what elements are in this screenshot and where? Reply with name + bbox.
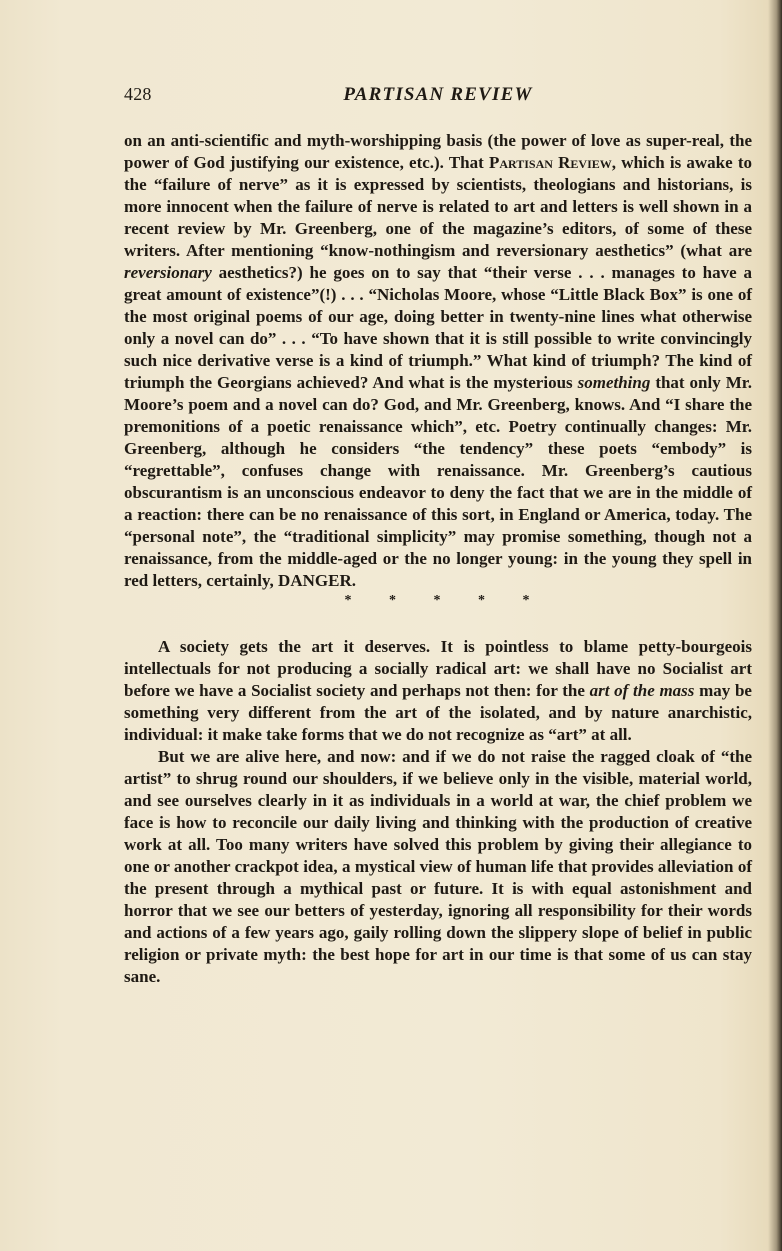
page-number: 428 [124,84,152,104]
section-separator: * * * * * [344,593,532,608]
magazine-name: Partisan Review [488,153,612,172]
page-header [124,84,752,112]
paragraph-3: But we are alive here, and now: and if we do not raise the ragged cloak of “the artist” to shrug round our shoulders, if we believe only in the visible, material world, and see ourselves clearly in it as individuals in a world at war, the chief problem we face is how to reconcile our daily living and thinking with the production of creative work at all. Too many writers have solved this problem by giving their allegiance to one or another crackpot idea, a mystical view of human life that provides alleviation of the present through a mythical past or future. It is with equal astonishment and horror that we see our betters of yesterday, ignoring all responsibility for their words and actions of a few years ago, gaily rolling down the slippery slope of belief in public religion or private myth: the best hope for art in our time is that some of us can stay sane. [124,747,752,986]
article-body [124,130,752,988]
emphasis-art-of-the-mass: art of the mass [589,681,695,700]
emphasis-reversionary: reversionary [124,263,212,282]
paragraph-2: A society gets the art it deserves. It is pointless to blame petty-bourgeois intellectuals for not producing a socially radical art: we shall have no Socialist art before we have a Socialist society and perhaps not then: for the art of the mass may be something very different from the art of the isolated, and by nature anarchistic, individual: it make take forms that we do not recognize as “art” at all. [124,637,752,744]
paragraph-1: on an anti-scientific and myth-worshipping basis (the power of love as super-real, the power of God justifying our existence, etc.). That Partisan Review, which is awake to the “failure of nerve” as it is expressed by scientists, theologians and historians, is more innocent when the failure of nerve is related to art and letters is well shown in a recent review by Mr. Greenberg, one of the magazine’s editors, of some of these writers. After mentioning “know-nothingism and reversionary aesthetics” (what are reversionary aesthetics?) he goes on to say that “their verse . . . manages to have a great amount of existence”(!) . . . “Nicholas Moore, whose “Little Black Box” is one of the most original poems of our age, doing better in twenty-nine lines what otherwise only a novel can do” . . . “To have shown that it is still possible to write convincingly such nice derivative verse is a kind of triumph.” What kind of triumph? The kind of triumph the Georgians achieved? And what is the mysterious something that only Mr. Moore’s poem and a novel can do? God, and Mr. Greenberg, knows. And “I share the premonitions of a poetic renaissance which”, etc. Poetry continually changes: Mr. Greenberg, although he considers “the tendency” these poets “embody” is “regrettable”, confuses change with renaissance. Mr. Greenberg’s cautious obscurantism is an unconscious endeavor to deny the fact that we are in the middle of a reaction: there can be no renaissance of this sort, in England or America, today. The “personal note”, the “traditional simplicity” may promise something, though not a renaissance, from the middle-aged or the no longer young: in the young they spell in red letters, certainly, DANGER. [124,131,753,590]
page-edge-shadow [768,0,782,1251]
running-title: PARTISAN REVIEW [343,84,533,105]
emphasis-something: something [577,373,651,392]
spacer [124,622,752,636]
